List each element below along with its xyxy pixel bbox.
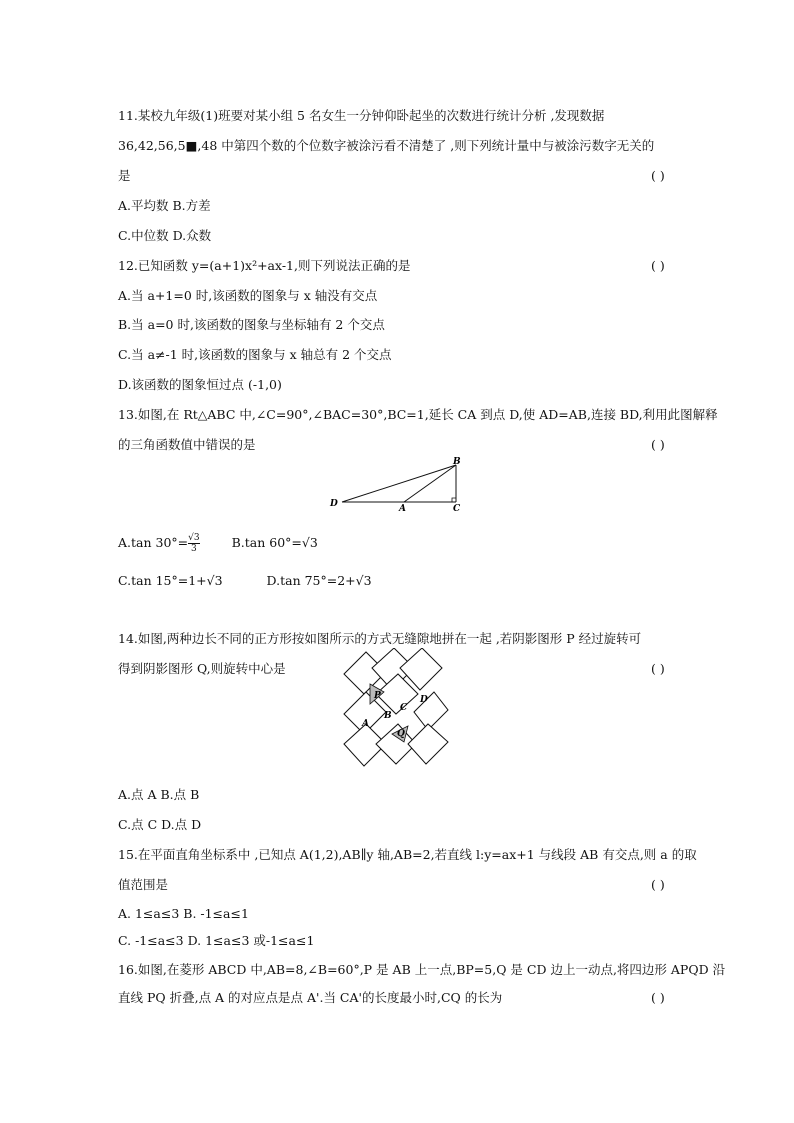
q14-stem-line1: 14.如图,两种边长不同的正方形按如图所示的方式无缝隙地拼在一起 ,若阴影图形 P 经过旋转可 [118,631,642,646]
q15-answer-bracket: ( ) [651,877,665,892]
q16-answer-bracket: ( ) [651,990,665,1005]
label-d: D [420,695,428,705]
segment-db [342,465,456,502]
q14-options-ab: A.点 A B.点 B [118,787,200,802]
label-p: P [374,691,381,701]
q14-squares-figure [330,648,450,770]
q15-options-ab: A. 1≤a≤3 B. -1≤a≤1 [118,906,249,921]
q13-options-cd [118,573,372,589]
label-b: B [384,711,392,721]
q11-answer-bracket: ( ) [651,168,665,183]
q12-option-b: B.当 a=0 时,该函数的图象与坐标轴有 2 个交点 [118,317,385,332]
segment-ab [404,465,456,502]
q11-options-ab: A.平均数 B.方差 [118,198,211,213]
q16-stem-line2: 直线 PQ 折叠,点 A 的对应点是点 A'.当 CA'的长度最小时,CQ 的长为 [118,990,503,1005]
right-angle-mark [452,498,456,502]
q13-stem-line1: 13.如图,在 Rt△ABC 中,∠C=90°,∠BAC=30°,BC=1,延长 CA 到点 D,使 AD=AB,连接 BD,利用此图解释 [118,407,718,422]
q14-options-cd: C.点 C D.点 D [118,817,202,832]
q13-stem-line2: 的三角函数值中错误的是 [118,437,256,452]
q11-options-cd: C.中位数 D.众数 [118,228,212,243]
q13-options-ab [118,533,318,554]
q15-stem-line2: 值范围是 [118,877,169,892]
q15-options-cd: C. -1≤a≤3 D. 1≤a≤3 或-1≤a≤1 [118,933,315,948]
label-c: C [400,703,408,713]
q14-stem-line2: 得到阴影图形 Q,则旋转中心是 [118,661,286,676]
label-a: A [399,504,406,514]
label-c: C [453,504,461,514]
q13-option-d: D.tan 75°=2+√3 [266,573,372,588]
q14-answer-bracket: ( ) [651,661,665,676]
q11-stem-line2: 36,42,56,5■,48 中第四个数的个位数字被涂污看不清楚了 ,则下列统计量中与被涂污数字无关的 [118,138,655,153]
q13-answer-bracket: ( ) [651,437,665,452]
q11-stem-line1: 11.某校九年级(1)班要对某小组 5 名女生一分钟仰卧起坐的次数进行统计分析 ,发现数据 [118,108,605,123]
q12-option-c: C.当 a≠-1 时,该函数的图象与 x 轴总有 2 个交点 [118,347,392,362]
q12-option-d: D.该函数的图象恒过点 (-1,0) [118,377,282,392]
label-b: B [453,457,461,467]
q15-stem-line1: 15.在平面直角坐标系中 ,已知点 A(1,2),AB∥y 轴,AB=2,若直线 l:y=ax+1 与线段 AB 有交点,则 a 的取 [118,847,697,862]
q13-option-a: A.tan 30°= $\frac{√3}{3}$ [118,533,200,554]
q16-stem-line1: 16.如图,在菱形 ABCD 中,AB=8,∠B=60°,P 是 AB 上一点,BP=5,Q 是 CD 边上一动点,将四边形 APQD 沿 [118,962,726,977]
q12-stem: 12.已知函数 y=(a+1)x²+ax-1,则下列说法正确的是 [118,258,411,273]
q12-answer-bracket: ( ) [651,258,665,273]
square-9 [408,724,448,764]
q11-stem-line3: 是 [118,168,131,183]
q13-option-b: B.tan 60°=√3 [231,535,318,550]
label-q: Q [397,729,405,739]
q13-option-c: C.tan 15°=1+√3 [118,573,223,588]
q12-option-a: A.当 a+1=0 时,该函数的图象与 x 轴没有交点 [118,288,378,303]
label-a: A [362,719,369,729]
label-d: D [330,499,338,509]
q13-triangle-figure [326,455,466,515]
